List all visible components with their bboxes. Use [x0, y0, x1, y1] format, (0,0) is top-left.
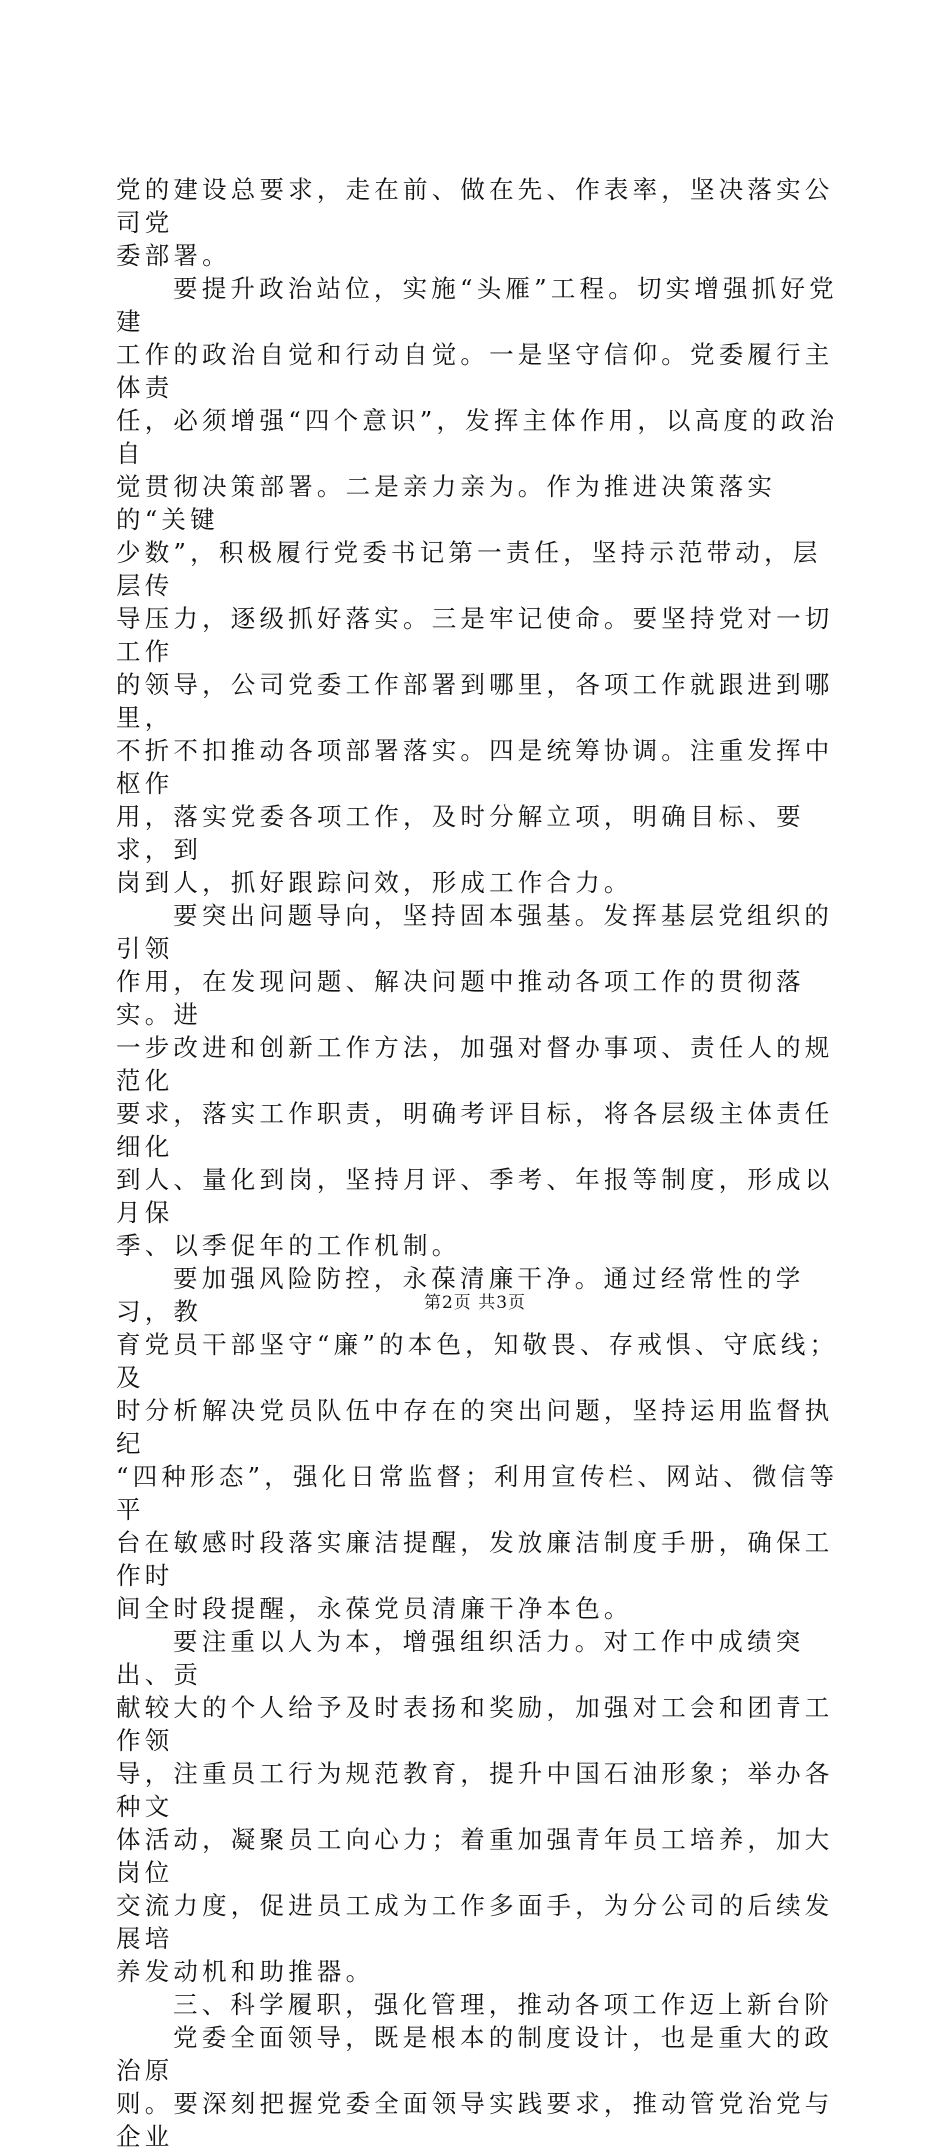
section-heading: 三、科学履职，强化管理，推动各项工作迈上新台阶 — [173, 1990, 834, 2019]
page-number-footer: 第2页 共3页 — [423, 1293, 527, 1313]
paragraph-risk-control: 要加强风险防控，永葆清廉干净。通过经常性的学习，教 育党员干部坚守“廉”的本色，知敬畏、存戒惧、守底线；及 时分析解决党员队伍中存在的突出问题，坚持运用监督执纪 “四种形态”，强化日常监督；利用宣传栏、网站、微信等平 台在敏感时段落实廉洁提醒，发放廉洁制度手册，确保工作时 间全时段提醒，永葆党员清廉干净本色。 — [116, 1264, 839, 1623]
paragraph-party-leadership: 党委全面领导，既是根本的制度设计，也是重大的政治原 则。要深刻把握党委全面领导实践要求，推动管党治党与企业 — [116, 2023, 834, 2151]
paragraph-problem-orientation: 要突出问题导向，坚持固本强基。发挥基层党组织的引领 作用，在发现问题、解决问题中推动各项工作的贯彻落实。进 一步改进和创新工作方法，加强对督办事项、责任人的规范化 要求，落实工作职责，明确考评目标，将各层级主体责任细化 到人、量化到岗，坚持月评、季考、年报等制度，形成以月保 季、以季促年的工作机制。 — [116, 901, 834, 1260]
paragraph-continuation: 党的建设总要求，走在前、做在先、作表率，坚决落实公司党 委部署。 — [116, 175, 834, 270]
document-body — [116, 173, 840, 2153]
paragraph-people-oriented: 要注重以人为本，增强组织活力。对工作中成绩突出、贡 献较大的个人给予及时表扬和奖励，加强对工会和团青工作领 导，注重员工行为规范教育，提升中国石油形象；举办各种文 体活动，凝聚员工向心力；着重加强青年员工培养，加大岗位 交流力度，促进员工成为工作多面手，为分公司的后续发展培 养发动机和助推器。 — [116, 1627, 834, 1986]
paragraph-political-stance: 要提升政治站位，实施“头雁”工程。切实增强抓好党建 工作的政治自觉和行动自觉。一是坚守信仰。党委履行主体责 任，必须增强“四个意识”，发挥主体作用，以高度的政治自 觉贯彻决策部署。二是亲力亲为。作为推进决策落实的“关键 少数”，积极履行党委书记第一责任，坚持示范带动，层层传 导压力，逐级抓好落实。三是牢记使命。要坚持党对一切工作 的领导，公司党委工作部署到哪里，各项工作就跟进到哪里， 不折不扣推动各项部署落实。四是统筹协调。注重发挥中枢作 用，落实党委各项工作，及时分解立项，明确目标、要求，到 岗到人，抓好跟踪问效，形成工作合力。 — [116, 274, 839, 897]
